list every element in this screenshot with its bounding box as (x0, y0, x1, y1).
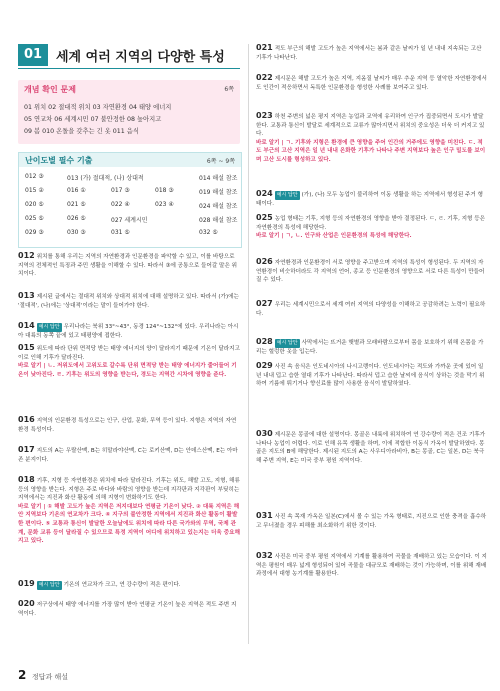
question-number: 020 (18, 599, 35, 608)
explanation-text: 위도에 따라 단위 면적당 받는 태양 에너지의 양이 달라지기 때문에 기온이 달라지고 이로 인해 기후가 달라진다. (18, 346, 240, 361)
drill-answer: 020 ⑤ (25, 201, 44, 208)
answer-explanation (18, 416, 240, 434)
page-number: 2 (18, 668, 27, 682)
concept-page: 6쪽 (224, 86, 234, 93)
answer-explanation (256, 430, 488, 465)
explanation-text: 사진은 미국 중부 평원 지역에서 기계를 활용하여 곡물을 재배하고 있는 모습이다. 이 지역은 평원이 매우 넓게 형성되어 있어 곡물을 대규모로 재배하는 것이 가능하며, 이를 위해 재배 과정에서 대형 농기계를 활용한다. (256, 554, 487, 578)
explanation-text: 제시된 글에서는 절대적 위치와 상대적 위치에 대해 설명하고 있다. 따라서 (가)에는 '절대적', (나)에는 '상대적'이라는 말이 들어가야 한다. (18, 294, 239, 309)
answer-explanation (18, 252, 240, 279)
question-number: 025 (256, 213, 273, 222)
drill-answer: 017 ③ (111, 187, 130, 194)
drill-answer: 030 ③ (67, 229, 86, 236)
question-number: 030 (256, 429, 273, 438)
answer-explanation (256, 512, 488, 530)
drill-answer: 015 ② (25, 187, 44, 194)
concept-check-box (18, 80, 240, 144)
drill-answer: 029 ③ (25, 229, 44, 236)
explanation-text: 제시문은 몽골에 대한 설명이다. 몽골은 내륙에 위치하여 연 강수량이 적은 건조 기후가 나타나 농업이 어렵다. 이로 인해 유목 생활을 하며, 이에 적합한 이동식 가옥이 발달하였다. 몽골은 지도의 B에 해당한다. 제시된 지도의 A는 사우디아라비아, B는 몽골, C는 일본, D는 북극해 주변 지역, E는 미국 중부 평원 지역이다. (256, 432, 486, 464)
question-number: 014 (18, 321, 35, 330)
example-answer-tag: 예시 답안 (38, 582, 60, 588)
wrong-choice-note: 바로 알기 | ㄱ. 기후와 지형은 환경에 큰 영향을 주어 인간의 거주에도 영향을 미친다. ㄷ. 적도 부근의 고산 지역은 일 년 내내 온화한 기후가 나타나 주변 지역보다 높은 인구 밀도를 보이며 고산 도시를 형성하고 있다. (256, 139, 486, 163)
column-divider (248, 44, 249, 644)
answer-explanation (18, 446, 240, 464)
explanation-text: 저구상에서 태양 에너지를 가장 많이 받아 연평균 기온이 높은 지역은 적도 주변 지역이다. (18, 602, 237, 617)
answer-explanation (256, 190, 488, 208)
explanation-text: 사진 속 음식은 인도네시아의 나시고랭이다. 인도네시아는 적도와 가까운 곳에 있어 일 년 내내 덥고 습한 열대 기후가 나타난다. 따라서 덥고 습한 날씨에 음식이 상하는 것을 막기 위하여 기름에 튀기거나 향신료를 많이 사용한 음식이 발달하였다. (256, 364, 485, 388)
answer-explanation (256, 44, 488, 62)
question-number: 023 (256, 111, 273, 120)
example-answer-tag: 예시 답안 (276, 192, 298, 198)
explanation-text: 제시문은 해발 고도가 높은 지역, 지옴질 날씨가 매우 추운 지역 등 열악한 자연환경에서도 인간이 적응하면서 독특한 인문환경을 형성한 사례를 보여주고 있다. (256, 76, 487, 91)
answer-explanation (256, 362, 488, 389)
answer-explanation (18, 344, 240, 379)
drill-answer: 022 ④ (111, 201, 130, 208)
concept-answer-line: 09 봄 010 온돌을 갖추는 긴 옷 011 음식 (24, 128, 139, 135)
answer-explanation (256, 74, 488, 92)
question-number: 016 (18, 415, 35, 424)
example-answer-tag: 예시 답안 (276, 340, 298, 346)
question-number: 022 (256, 73, 273, 82)
question-number: 026 (256, 257, 273, 266)
answer-explanation (256, 338, 488, 356)
example-answer-tag: 예시 답안 (38, 324, 60, 330)
question-number: 029 (256, 361, 273, 370)
explanation-text: 사진 속 목재 가옥은 일본(C)에서 볼 수 있는 가옥 형태로, 지진으로 인한 충격을 흡수하고 무너졌을 경우 피해를 최소화하기 위한 것이다. (256, 514, 487, 529)
drill-answer: 018 ③ (155, 187, 174, 194)
question-number: 017 (18, 445, 35, 454)
answer-explanation (256, 300, 488, 318)
footer-label: 정답과 해설 (32, 673, 69, 681)
question-number: 028 (256, 337, 273, 346)
explanation-text: (가), (나) 모두 농업이 불리하여 이동 생활을 하는 지역에서 형성된 주거 형태이다. (256, 192, 483, 207)
concept-title: 개념 확인 문제 (24, 85, 76, 94)
question-number: 012 (18, 251, 35, 260)
explanation-text: 기온의 연교차가 크고, 연 강수량이 적은 편이다. (63, 582, 181, 588)
explanation-text: 위치를 통해 우리는 지역의 자연환경과 인문환경을 파악할 수 있고, 이를 바탕으로 지역의 전체적인 특징과 주민 생활을 이해할 수 있다. 따라서 ③에 공통으로 들어갈 말은 위치이다. (18, 254, 238, 278)
explanation-text: 사막에서는 뜨거운 햇볕과 모래바람으로부터 몸을 보호하기 위해 온몸을 가리는 헐렁한 옷을 입는다. (256, 340, 484, 355)
drill-answer: 025 ⑤ (25, 215, 44, 222)
drill-answer: 023 ④ (155, 201, 174, 208)
drill-answer: 028 해설 참조 (199, 217, 238, 224)
question-number: 021 (256, 43, 273, 52)
wrong-choice-note: 바로 알기 | ① 해발 고도가 높은 지역은 저지대보다 연평균 기온이 낮다. ② 대륙 지역은 해안 지역보다 기온의 연교차가 크다. ④ 지구의 불안정한 지역에서 지진과 화산 활동이 활발한 편이다. ⑤ 교통과 통신이 발달한 오늘날에도 위치에 따라 다른 국가와의 무역, 국제 관계, 문화 교류 등이 달라질 수 있으므로 특정 지역이 어디에 위치하고 있는지는 더욱 중요해지고 있다. (18, 503, 240, 545)
question-number: 013 (18, 291, 35, 300)
answer-explanation (18, 600, 240, 618)
unit-title: 세계 여러 지역의 다양한 특성 (56, 50, 225, 65)
drill-answer: 031 ⑤ (111, 229, 130, 236)
drill-page: 6쪽 ~ 9쪽 (206, 158, 235, 165)
answer-explanation (18, 322, 240, 340)
answer-explanation (256, 112, 488, 165)
drill-answer: 013 (가) 절대적, (나) 상대적 (67, 175, 144, 182)
wrong-choice-note: 바로 알기 | ㄴ. 저위도에서 고위도로 갈수록 단위 면적당 받는 태양 에너지가 줄어들어 기온이 낮아진다. ㄹ. 기후는 위도의 영향을 받는다, 경도는 지역간 시차에 영향을 준다. (18, 363, 237, 378)
answer-explanation (256, 214, 488, 241)
explanation-text: 하천 주변의 넓은 평지 지역은 농업과 교역에 유리하여 인구가 집중되면서 도시가 발달한다. 교통과 통신이 발달로 세계적으로 교류가 많아지면서 위치의 중요성은 더욱 더 커지고 있다. (256, 114, 485, 138)
drill-answer: 032 ⑤ (199, 229, 218, 236)
drill-answer: 024 해설 참조 (199, 203, 238, 210)
question-number: 019 (18, 579, 35, 588)
unit-number: 01 (18, 44, 48, 66)
explanation-text: 농업 형태는 기후, 지형 등의 자연환경의 영향을 받아 결정된다. ㄷ, ㄹ. 기후, 지형 등은 자연환경의 특성에 해당한다. (256, 216, 486, 231)
explanation-text: 자연환경과 인문환경이 서로 영향을 주고받으며 지역의 특성이 형성된다. 두 지역의 자연환경이 비슷하더라도 각 지역의 언어, 종교 등 인문환경의 영향으로 서로 다른 특성이 만들어질 수 있다. (256, 260, 485, 284)
drill-answer: 021 ⑤ (67, 201, 86, 208)
answer-explanation (256, 258, 488, 285)
unit-header (18, 44, 240, 69)
explanation-text: 기후, 지형 등 자연환경은 위치에 따라 달라진다. 기후는 위도, 해발 고도, 지형, 해류 등의 영향을 받는다. 지형은 주로 바다와 바람의 영향을 받는데 지각판과 지각판이 부딪히는 지역에서는 지진과 화산 활동에 의해 지형이 변화하기도 한다. (18, 478, 240, 502)
question-number: 027 (256, 299, 273, 308)
drill-answer: 012 ③ (25, 173, 44, 180)
question-number: 032 (256, 551, 273, 560)
explanation-text: 지도의 A는 우랄산맥, B는 히말라야산맥, C는 로키산맥, D는 안데스산맥, E는 아마존 분지이다. (18, 448, 238, 463)
concept-answer-line: 05 연교차 06 세계시민 07 불안정한 08 높아지고 (24, 116, 162, 123)
drill-answer: 027 세계시민 (111, 217, 148, 224)
explanation-text: 지역의 인문환경 특성으로는 인구, 산업, 문화, 무역 등이 있다. 지형은 지역의 자연환경 특성이다. (18, 418, 237, 433)
drill-answer: 019 해설 참조 (199, 189, 238, 196)
drill-answer: 016 ① (67, 187, 86, 194)
drill-answer: 026 ⑤ (67, 215, 86, 222)
drill-answer: 014 해설 참조 (199, 175, 238, 182)
wrong-choice-note: 바로 알기 | ㄱ, ㄴ. 인구와 산업은 인문환경의 특성에 해당한다. (256, 233, 412, 240)
answer-explanation (18, 292, 240, 310)
question-number: 018 (18, 475, 35, 484)
answer-explanation (256, 552, 488, 579)
explanation-text: 우리나라는 북위 33°~43°, 동경 124°~132°에 있다. 우리나라는 아시아 대륙의 동쪽 끝에 있고 태평양에 접한다. (18, 324, 239, 339)
required-drill-box (18, 152, 242, 248)
answer-explanation (18, 580, 240, 590)
concept-answer-line: 01 위치 02 절대적 위치 03 자연환경 04 태양 에너지 (24, 104, 172, 111)
answer-explanation (18, 476, 240, 546)
explanation-text: 적도 부근의 해발 고도가 높은 지역에서는 봄과 같은 날씨가 일 년 내내 지속되는 고산 기후가 나타난다. (256, 46, 482, 61)
drill-title: 난이도별 필수 기출 (25, 156, 93, 165)
question-number: 031 (256, 511, 273, 520)
question-number: 024 (256, 189, 273, 198)
explanation-text: 우리는 세계시민으로서 세계 여러 지역의 다양성을 이해하고 공감하려는 노력이 필요하다. (256, 302, 486, 317)
question-number: 015 (18, 343, 35, 352)
